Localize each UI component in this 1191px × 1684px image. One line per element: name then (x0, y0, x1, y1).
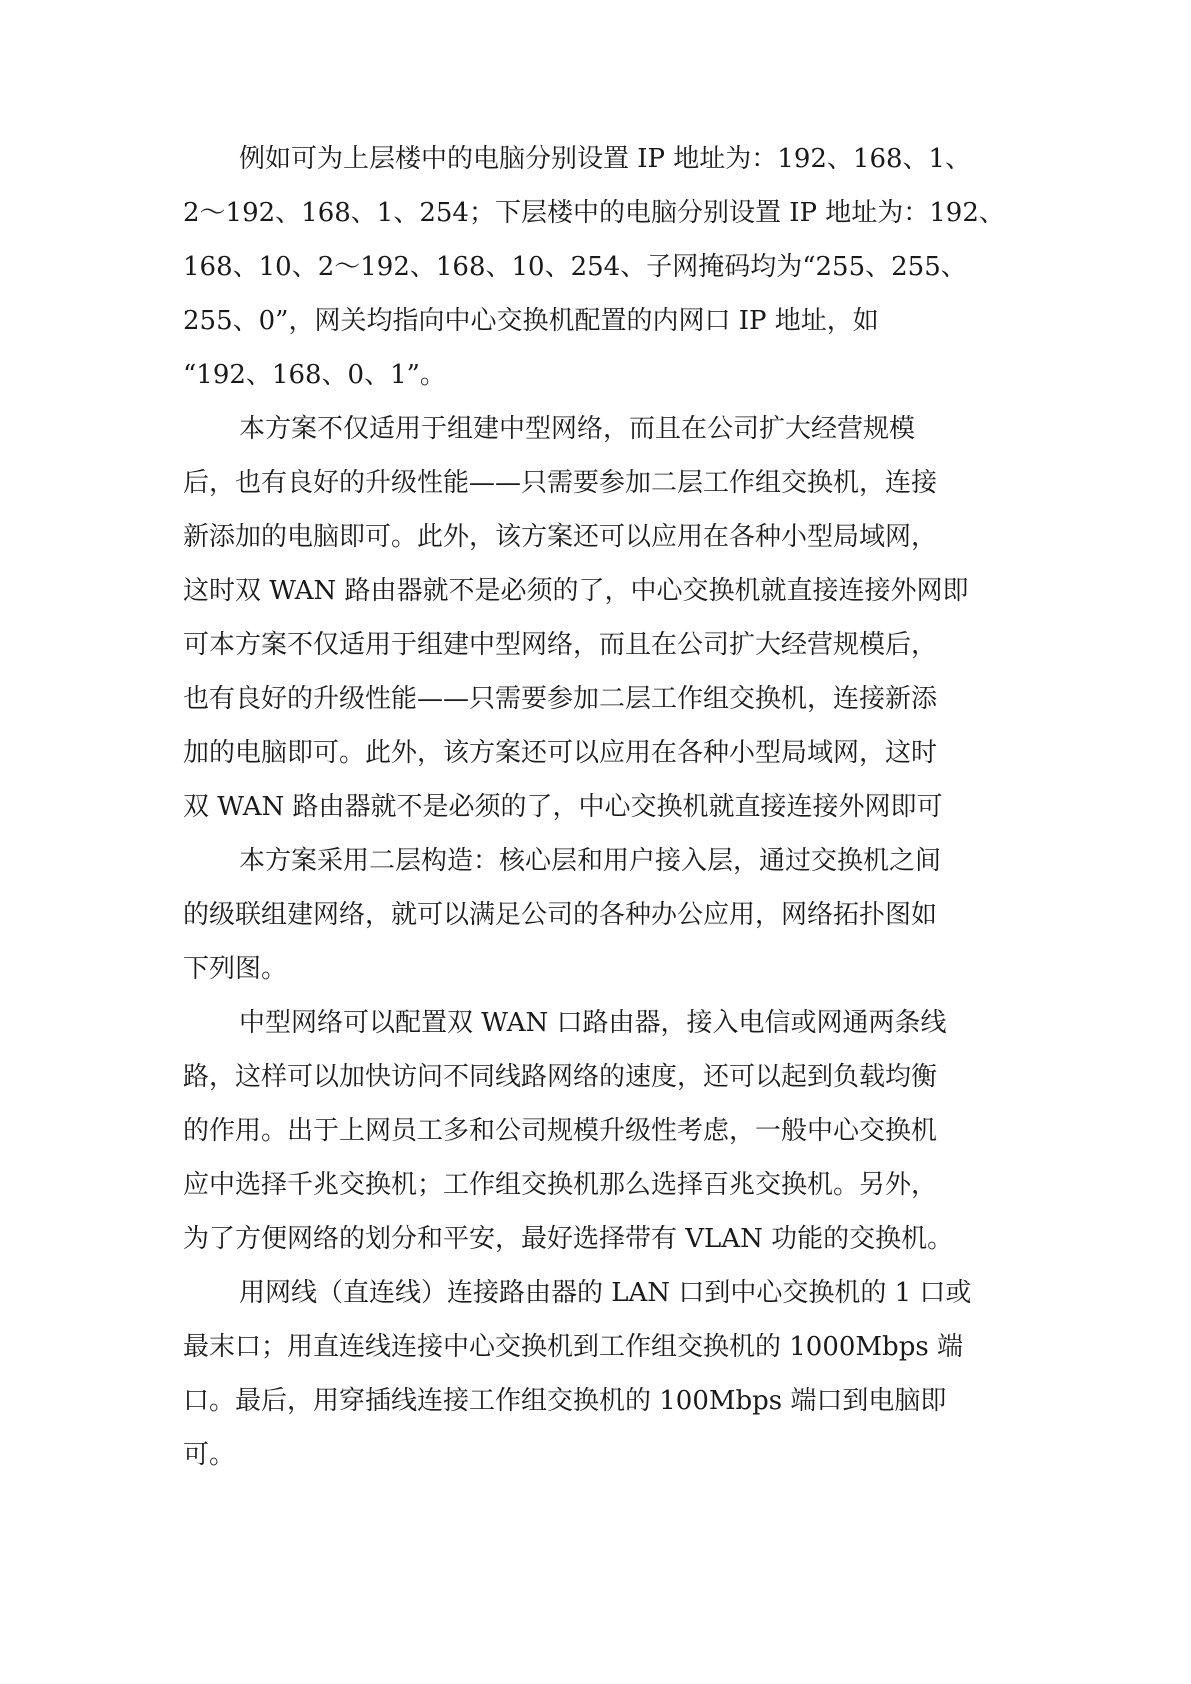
text-line: 的级联组建网络，就可以满足公司的各种办公应用，网络拓扑图如 (183, 900, 938, 930)
text-line: 应中选择千兆交换机；工作组交换机那么选择百兆交换机。另外， (183, 1170, 938, 1200)
text-line: 中型网络可以配置双 WAN 口路由器，接入电信或网通两条线 (239, 1008, 947, 1038)
text-line: 双 WAN 路由器就不是必须的了，中心交换机就直接连接外网即可 (183, 792, 943, 822)
text-line: 可本方案不仅适用于组建中型网络，而且在公司扩大经营规模后， (183, 630, 938, 660)
document-body (183, 132, 1003, 1482)
paragraph-ip-settings (183, 132, 1003, 402)
text-line: 后，也有良好的升级性能——只需要参加二层工作组交换机，连接 (183, 468, 938, 498)
text-line: 的作用。出于上网员工多和公司规模升级性考虑，一般中心交换机 (183, 1116, 938, 1146)
paragraph-structure (183, 834, 1003, 996)
text-line: 新添加的电脑即可。此外，该方案还可以应用在各种小型局域网， (183, 522, 938, 552)
text-line: 为了方便网络的划分和平安，最好选择带有 VLAN 功能的交换机。 (183, 1224, 954, 1254)
text-line: 口。最后，用穿插线连接工作组交换机的 100Mbps 端口到电脑即 (183, 1386, 947, 1416)
text-line: 下列图。 (183, 954, 288, 984)
text-line: 用网线（直连线）连接路由器的 LAN 口到中心交换机的 1 口或 (239, 1278, 972, 1308)
text-line: 255、0”，网关均指向中心交换机配置的内网口 IP 地址，如 (183, 306, 879, 336)
text-line: 本方案采用二层构造：核心层和用户接入层，通过交换机之间 (239, 846, 942, 876)
text-line: 可。 (183, 1440, 236, 1470)
text-line: 加的电脑即可。此外，该方案还可以应用在各种小型局域网，这时 (183, 738, 938, 768)
text-line: 这时双 WAN 路由器就不是必须的了，中心交换机就直接连接外网即 (183, 576, 969, 606)
text-line: 也有良好的升级性能——只需要参加二层工作组交换机，连接新添 (183, 684, 938, 714)
text-line: “192、168、0、1”。 (183, 360, 446, 390)
text-line: 2～192、168、1、254；下层楼中的电脑分别设置 IP 地址为：192、 (183, 198, 1005, 228)
paragraph-router-selection (183, 996, 1003, 1266)
text-line: 本方案不仅适用于组建中型网络，而且在公司扩大经营规模 (239, 414, 916, 444)
text-line: 例如可为上层楼中的电脑分别设置 IP 地址为：192、168、1、 (239, 144, 972, 174)
paragraph-cabling (183, 1266, 1003, 1482)
text-line: 168、10、2～192、168、10、254、子网掩码均为“255、255、 (183, 252, 967, 282)
paragraph-scalability (183, 402, 1003, 834)
text-line: 最末口；用直连线连接中心交换机到工作组交换机的 1000Mbps 端 (183, 1332, 963, 1362)
text-line: 路，这样可以加快访问不同线路网络的速度，还可以起到负载均衡 (183, 1062, 938, 1092)
